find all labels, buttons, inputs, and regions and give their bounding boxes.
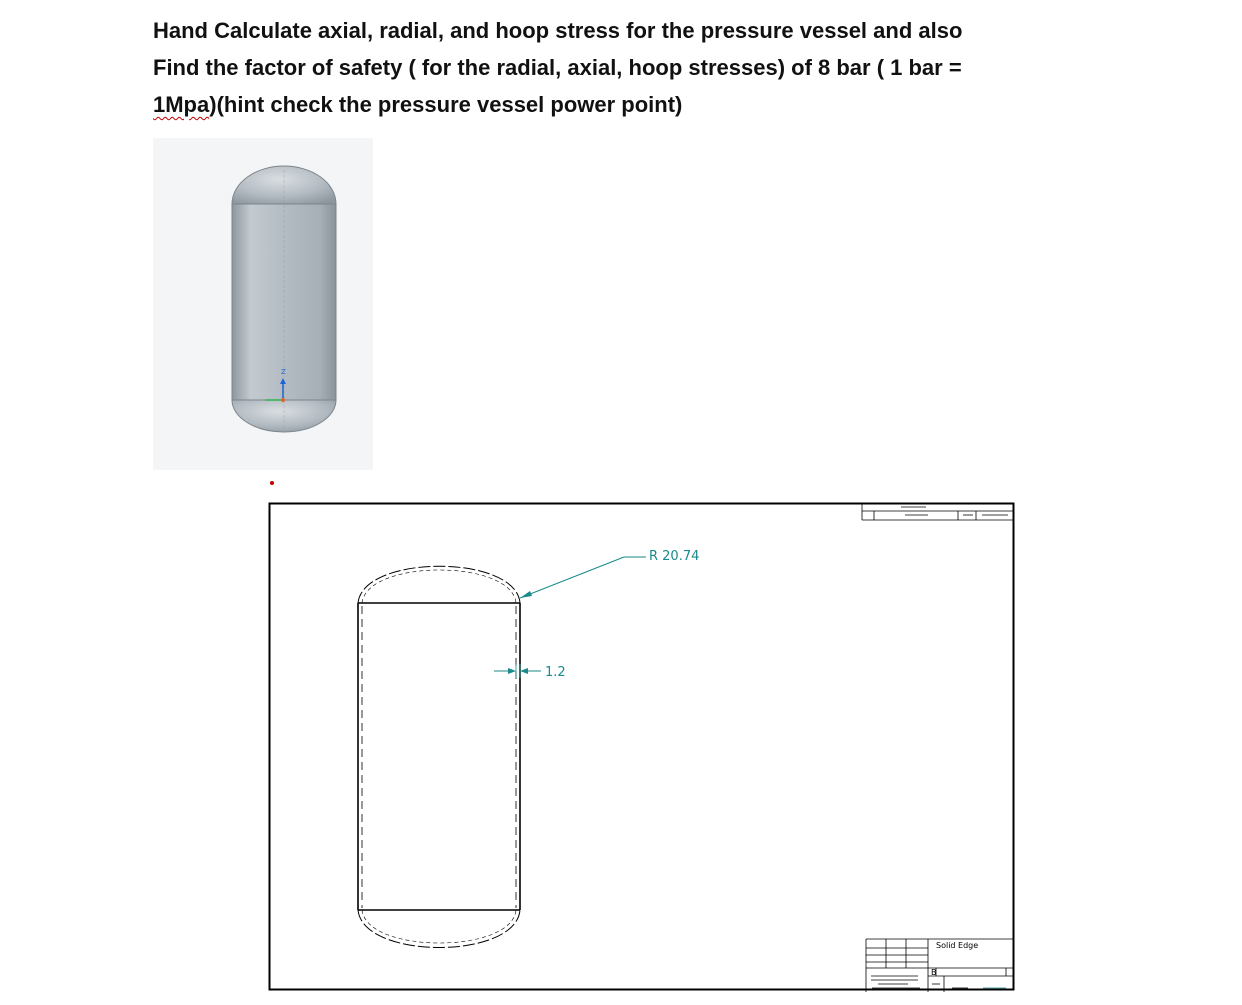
drawing-border <box>270 504 1014 990</box>
question-line-1: Hand Calculate axial, radial, and hoop stress for the pressure vessel and also <box>153 18 963 43</box>
question-line-2: Find the factor of safety ( for the radial, axial, hoop stresses) of 8 bar ( 1 bar = <box>153 55 962 80</box>
vessel-3d-svg <box>153 138 373 470</box>
question-text <box>153 12 1153 123</box>
question-line-3: )(hint check the pressure vessel power point) <box>209 92 683 117</box>
technical-drawing-sheet <box>268 502 1016 992</box>
title-block-brand: Solid Edge <box>936 941 979 950</box>
drawing-svg <box>268 502 1016 992</box>
radius-dimension-label: R 20.74 <box>649 549 700 564</box>
axis-z-label: Z <box>281 368 286 376</box>
thickness-dimension-label: 1.2 <box>545 665 566 680</box>
vessel-3d-render <box>153 138 373 470</box>
title-block-size: B <box>931 968 937 977</box>
red-dot-marker <box>270 481 274 485</box>
question-line-3-underlined: 1Mpa <box>153 92 210 117</box>
